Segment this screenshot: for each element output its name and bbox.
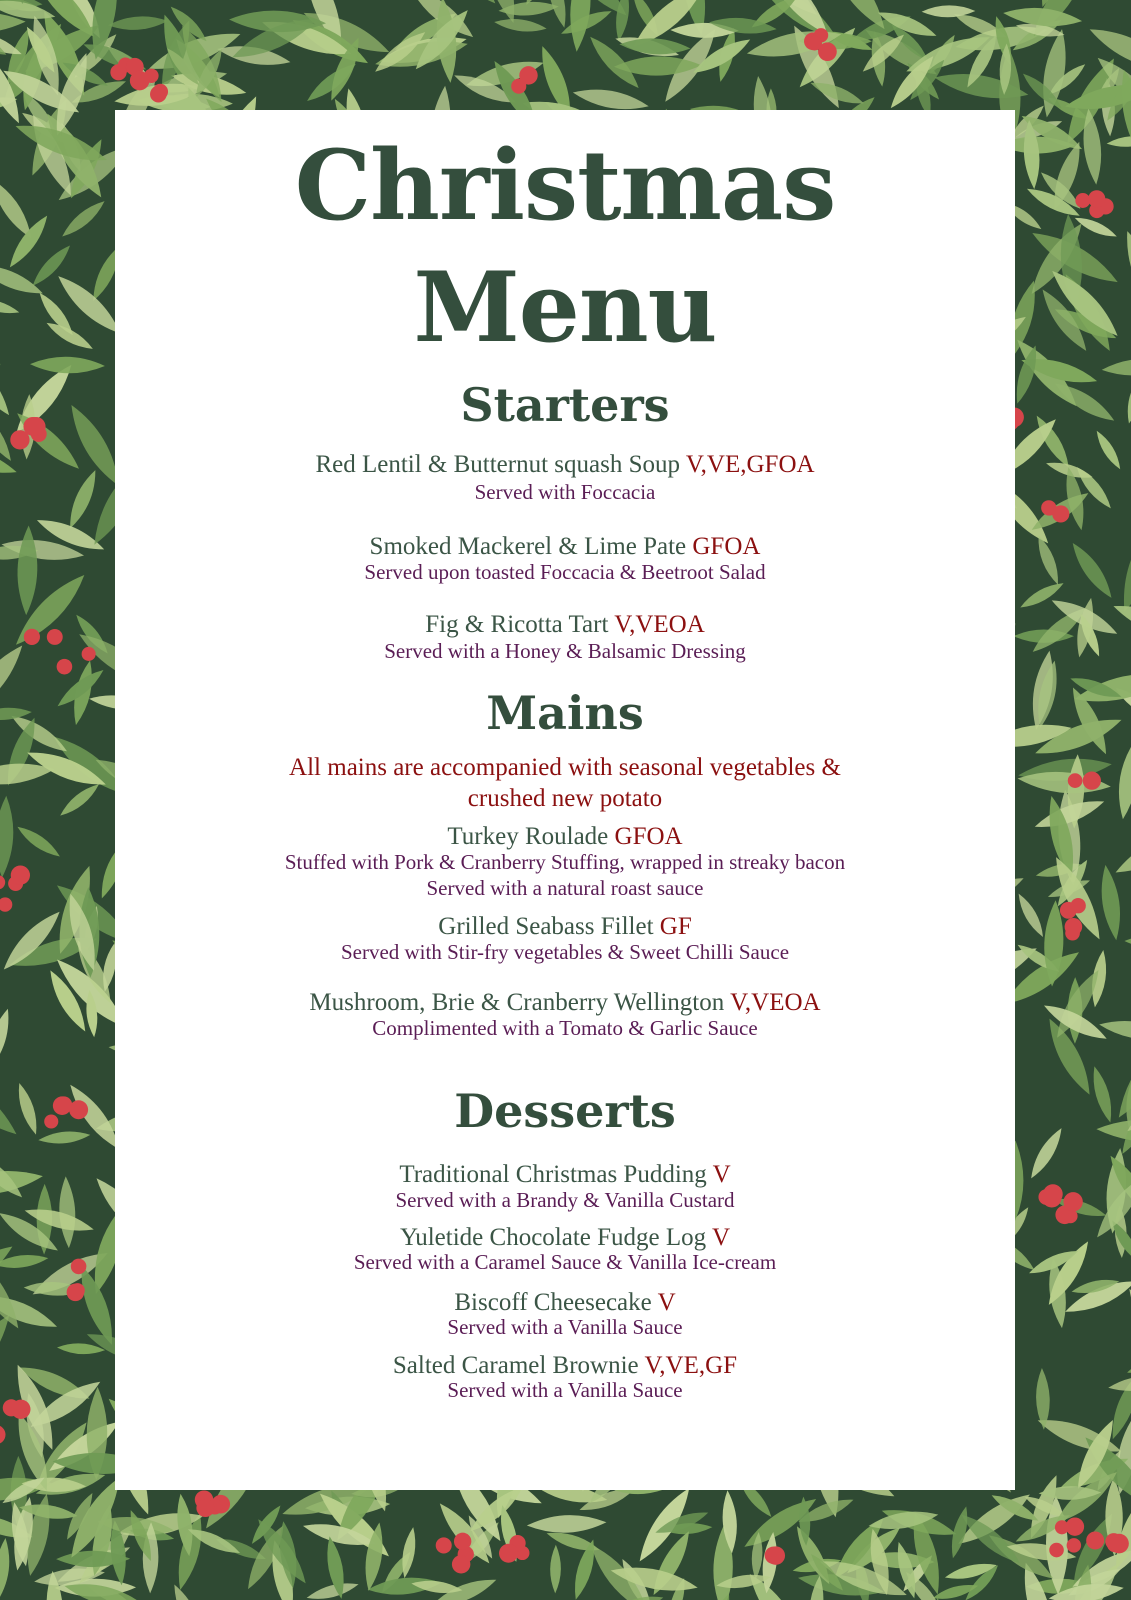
berry-decoration xyxy=(499,1544,518,1563)
mains-note-line2: crushed new potato xyxy=(467,785,663,812)
dietary-tags: GFOA xyxy=(692,533,761,560)
starter-item-name xyxy=(115,534,1015,559)
main-item-description: Served with a natural roast sauce xyxy=(426,876,704,900)
dessert-item-description: Served with a Vanilla Sauce xyxy=(447,1378,683,1402)
berry-decoration xyxy=(1083,772,1101,790)
berry-decoration xyxy=(55,1096,72,1113)
berry-decoration xyxy=(82,647,96,661)
dish-name: Yuletide Chocolate Fudge Log xyxy=(399,1224,707,1251)
mains-heading: Mains xyxy=(486,686,644,740)
starter-item-description: Served upon toasted Foccacia & Beetroot Salad xyxy=(364,560,766,584)
berry-decoration xyxy=(807,36,822,51)
berry-decoration xyxy=(1086,1531,1104,1549)
dessert-item-name xyxy=(115,1353,1015,1378)
berry-decoration xyxy=(454,1533,471,1550)
berry-decoration xyxy=(57,659,73,675)
berry-decoration xyxy=(1067,1538,1081,1552)
dietary-tags: V xyxy=(712,1161,731,1188)
dessert-item-name xyxy=(115,1162,1015,1187)
berry-decoration xyxy=(67,1284,85,1302)
berry-decoration xyxy=(436,1537,452,1553)
berry-decoration xyxy=(1042,1188,1062,1208)
starters-heading: Starters xyxy=(460,378,670,432)
berry-decoration xyxy=(24,629,40,645)
berry-decoration xyxy=(1107,1537,1122,1552)
berry-decoration xyxy=(1052,505,1069,522)
dietary-tags: GFOA xyxy=(614,823,683,850)
dietary-tags: V,VEOA xyxy=(730,989,821,1016)
berry-decoration xyxy=(452,1555,470,1573)
berry-decoration xyxy=(1066,1517,1084,1535)
berry-decoration xyxy=(765,1547,782,1564)
berry-decoration xyxy=(11,1400,30,1419)
dessert-item-name xyxy=(115,1290,1015,1315)
berry-decoration xyxy=(110,64,126,80)
dessert-item-description: Served with a Vanilla Sauce xyxy=(447,1315,683,1339)
main-item-name xyxy=(115,914,1015,939)
berry-decoration xyxy=(11,865,30,884)
starter-item-name xyxy=(115,452,1015,477)
berry-decoration xyxy=(153,84,169,100)
starter-item-name xyxy=(115,612,1015,637)
dietary-tags: V xyxy=(657,1289,676,1316)
dietary-tags: GF xyxy=(659,913,692,940)
dish-name: Mushroom, Brie & Cranberry Wellington xyxy=(309,989,725,1016)
berry-decoration xyxy=(1060,902,1077,919)
menu-card xyxy=(115,110,1015,1490)
mains-note-line1: All mains are accompanied with seasonal vegetables & xyxy=(289,754,841,781)
menu-title-line1: Christmas xyxy=(294,129,836,242)
berry-decoration xyxy=(1068,773,1083,788)
berry-decoration xyxy=(23,417,42,436)
desserts-heading: Desserts xyxy=(454,1084,676,1138)
main-item-description: Stuffed with Pork & Cranberry Stuffing, wrapped in streaky bacon xyxy=(284,850,846,874)
dish-name: Red Lentil & Butternut squash Soup xyxy=(315,451,681,478)
berry-decoration xyxy=(1088,190,1105,207)
dietary-tags: V,VEOA xyxy=(614,611,705,638)
berry-decoration xyxy=(196,1499,214,1517)
main-item-description: Served with Stir-fry vegetables & Sweet Chilli Sauce xyxy=(340,940,790,964)
dietary-tags: V,VE,GFOA xyxy=(685,451,815,478)
dish-name: Grilled Seabass Fillet xyxy=(438,913,654,940)
dish-name: Fig & Ricotta Tart xyxy=(425,611,609,638)
berry-decoration xyxy=(130,71,150,91)
dish-name: Biscoff Cheesecake xyxy=(454,1289,658,1316)
dish-name: Smoked Mackerel & Lime Pate xyxy=(369,533,687,560)
berry-decoration xyxy=(71,1259,87,1275)
dish-name: Turkey Roulade xyxy=(447,823,609,850)
starter-item-description: Served with a Honey & Balsamic Dressing xyxy=(384,639,746,663)
dietary-tags: V xyxy=(711,1224,731,1251)
main-item-name xyxy=(115,990,1015,1015)
dessert-item-name xyxy=(115,1225,1015,1250)
berry-decoration xyxy=(1075,193,1090,208)
berry-decoration xyxy=(1063,1192,1082,1211)
berry-decoration xyxy=(47,629,63,645)
dish-name: Traditional Christmas Pudding xyxy=(399,1161,707,1188)
berry-decoration xyxy=(1049,1543,1064,1558)
dish-name: Salted Caramel Brownie xyxy=(392,1352,639,1379)
berry-decoration xyxy=(44,1114,58,1128)
dietary-tags: V,VE,GF xyxy=(644,1352,738,1379)
menu-title-line2: Menu xyxy=(413,251,717,364)
main-item-description: Complimented with a Tomato & Garlic Sauce xyxy=(372,1016,758,1040)
dessert-item-description: Served with a Caramel Sauce & Vanilla Ice-cream xyxy=(353,1250,777,1274)
berry-decoration xyxy=(1065,918,1083,936)
dessert-item-description: Served with a Brandy & Vanilla Custard xyxy=(395,1188,735,1212)
main-item-name xyxy=(115,824,1015,849)
starter-item-description: Served with Foccacia xyxy=(474,480,656,504)
berry-decoration xyxy=(519,66,537,84)
